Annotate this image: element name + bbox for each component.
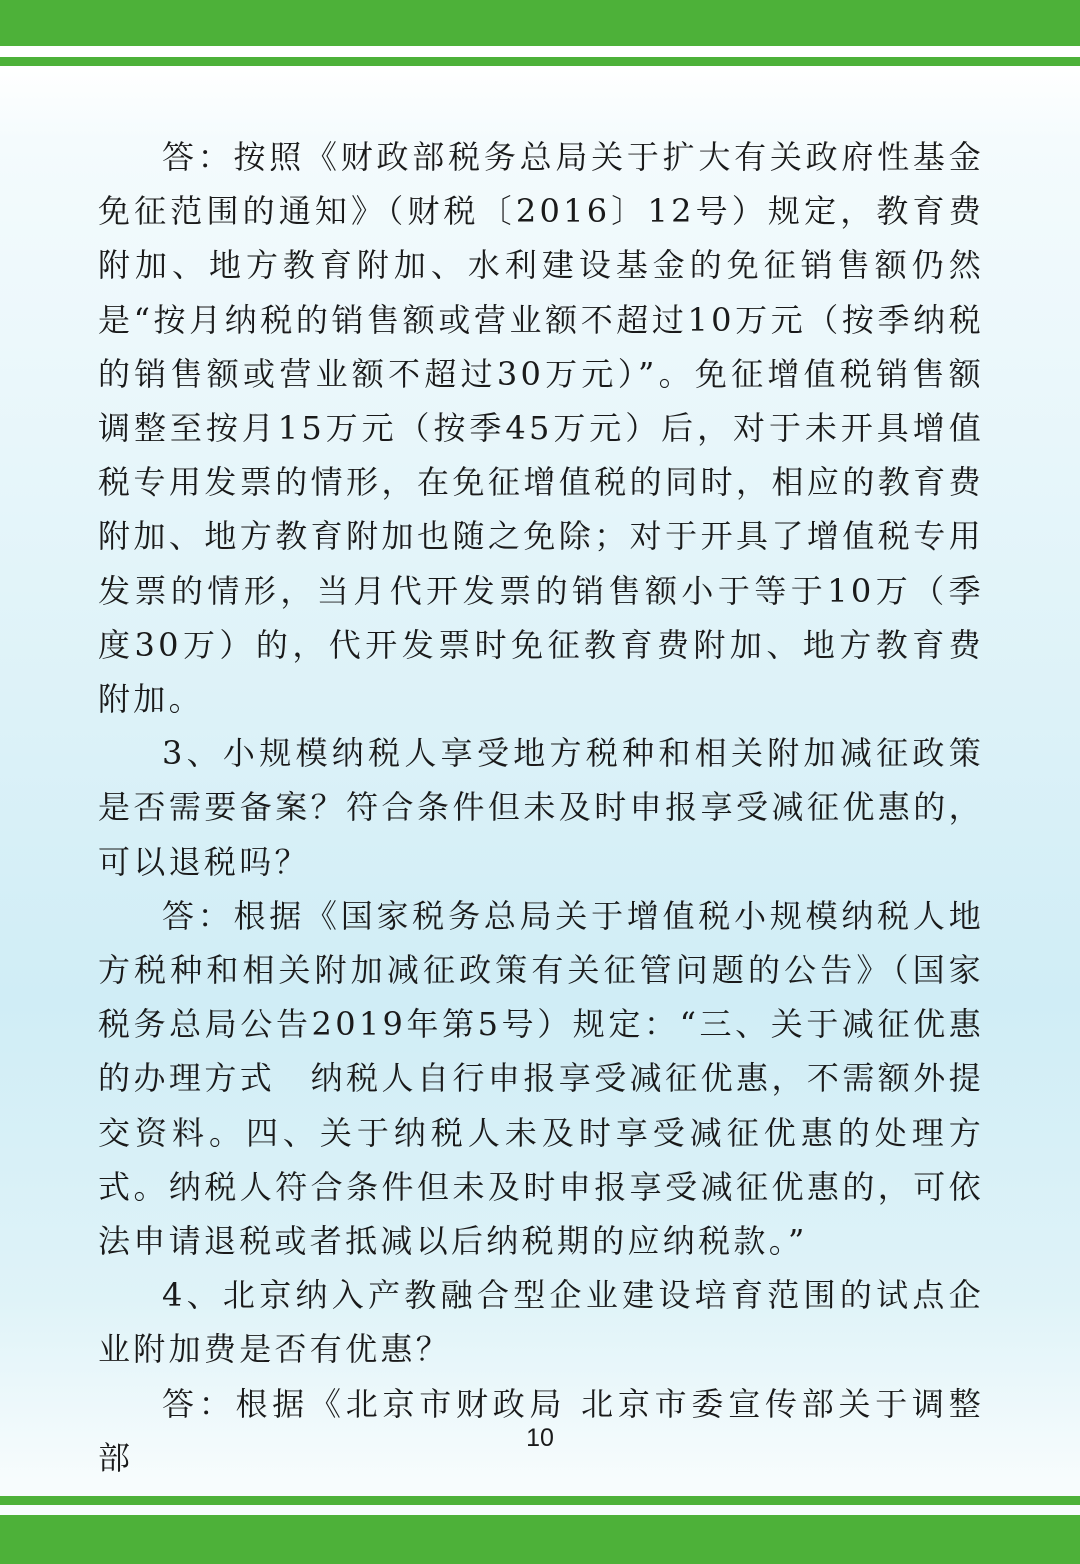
bottom-green-stripe	[0, 1496, 1080, 1505]
page-body	[98, 130, 984, 1485]
top-green-band	[0, 0, 1080, 46]
question-3-paragraph: 3、小规模纳税人享受地方税种和相关附加减征政策是否需要备案？符合条件但未及时申报享受减征优惠的，可以退税吗？	[98, 734, 984, 881]
answer-paragraph-3: 答：根据《国家税务总局关于增值税小规模纳税人地方税种和相关附加减征政策有关征管问题的公告》（国家税务总局公告2019年第5号）规定：“三、关于减征优惠的办理方式 纳税人自行申报享受减征优惠，不需额外提交资料。四、关于纳税人未及时享受减征优惠的处理方式。纳税人符合条件但未及时申报享受减征优惠的，可依法申请退税或者抵减以后纳税期的应纳税款。”	[98, 896, 984, 1261]
bottom-green-band	[0, 1515, 1080, 1564]
top-green-stripe	[0, 57, 1080, 66]
answer-paragraph-1: 答：按照《财政部税务总局关于扩大有关政府性基金免征范围的通知》（财税〔2016〕12号）规定，教育费附加、地方教育附加、水利建设基金的免征销售额仍然是“按月纳税的销售额或营业额不超过10万元（按季纳税的销售额或营业额不超过30万元）”。免征增值税销售额调整至按月15万元（按季45万元）后，对于未开具增值税专用发票的情形，在免征增值税的同时，相应的教育费附加、地方教育附加也随之免除；对于开具了增值税专用发票的情形，当月代开发票的销售额小于等于10万（季度30万）的，代开发票时免征教育费附加、地方教育费附加。	[98, 138, 984, 719]
page-number: 10	[526, 1424, 554, 1452]
answer-paragraph-4: 答：根据《北京市财政局 北京市委宣传部关于调整部	[98, 1384, 984, 1477]
question-4-paragraph: 4、北京纳入产教融合型企业建设培育范围的试点企业附加费是否有优惠？	[98, 1276, 984, 1369]
